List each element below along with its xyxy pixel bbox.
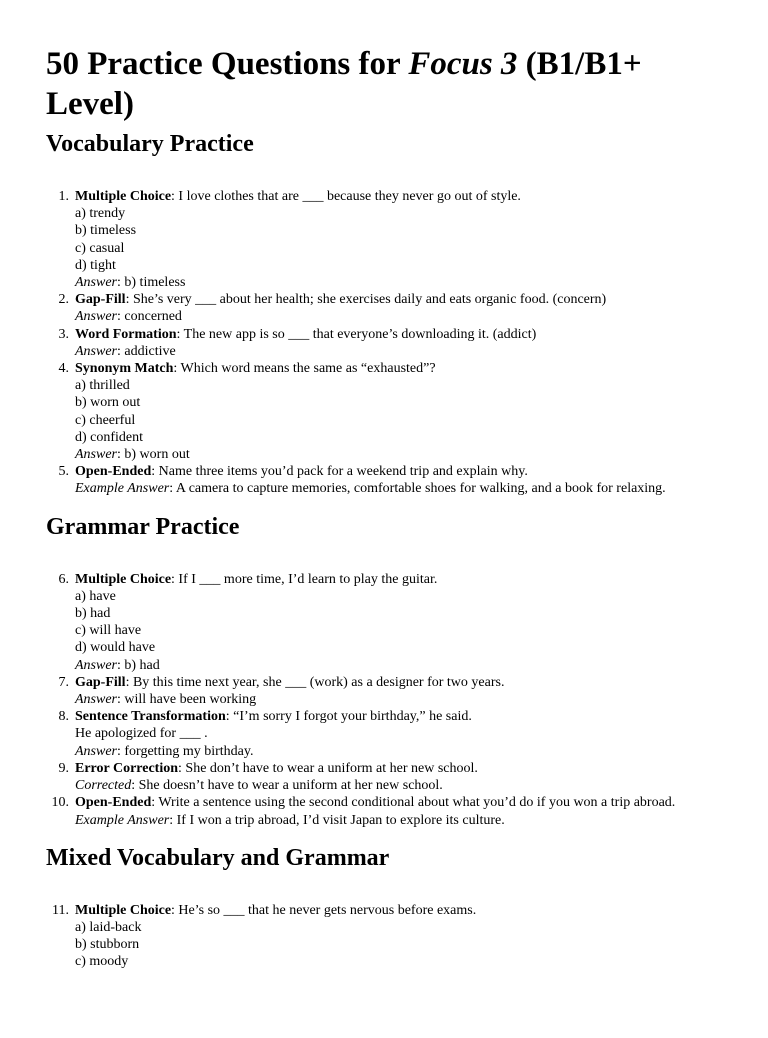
answer-label: Example Answer <box>75 481 170 497</box>
option-line: c) moody <box>75 954 129 970</box>
question-text: : The new app is so ___ that everyone’s downloading it. (addict) <box>176 326 537 342</box>
answer-text: : If I won a trip abroad, I’d visit Japan to explore its culture. <box>169 812 505 828</box>
answer-line <box>75 446 722 463</box>
question-type: Word Formation <box>75 326 177 342</box>
option-line: a) laid-back <box>75 919 142 935</box>
answer-text: : concerned <box>117 309 182 325</box>
book-title: Focus 3 <box>408 46 518 82</box>
question-type: Open-Ended <box>75 464 152 480</box>
question-prompt <box>75 794 722 811</box>
option-line: b) had <box>75 606 111 622</box>
question-prompt <box>75 902 722 919</box>
question-text: : She’s very ___ about her health; she exercises daily and eats organic food. (concern) <box>125 292 607 308</box>
question-number: 10. <box>51 795 69 811</box>
question-number: 3. <box>58 326 69 342</box>
question-item <box>46 463 722 497</box>
option-line: c) casual <box>75 240 125 256</box>
option-line: a) have <box>75 588 116 604</box>
answer-line <box>75 274 722 291</box>
question-number: 4. <box>58 361 69 377</box>
question-prompt <box>75 708 722 725</box>
question-item <box>46 326 722 360</box>
question-text: : He’s so ___ that he never gets nervous before exams. <box>171 902 477 918</box>
answer-line <box>75 777 722 794</box>
question-number: 11. <box>52 902 69 918</box>
question-item <box>46 794 722 828</box>
question-type: Gap-Fill <box>75 674 126 690</box>
question-text: : Name three items you’d pack for a weekend trip and explain why. <box>151 464 528 480</box>
option-line: He apologized for ___ . <box>75 726 208 742</box>
answer-line <box>75 743 722 760</box>
answer-text: : b) timeless <box>117 275 186 291</box>
question-item <box>46 571 722 674</box>
answer-label: Answer <box>75 447 117 463</box>
answer-label: Answer <box>75 343 117 359</box>
question-text: : Which word means the same as “exhausted”? <box>173 361 436 377</box>
question-text: : Write a sentence using the second conditional about what you’d do if you won a trip abroad. <box>151 795 676 811</box>
option-line: a) thrilled <box>75 378 130 394</box>
question-text: : I love clothes that are ___ because they never go out of style. <box>171 189 521 204</box>
option-line: d) confident <box>75 429 144 445</box>
question-item <box>46 674 722 708</box>
answer-label: Answer <box>75 309 117 325</box>
question-item <box>46 760 722 794</box>
question-prompt <box>75 571 722 588</box>
question-item <box>46 291 722 325</box>
question-type: Multiple Choice <box>75 902 172 918</box>
question-prompt <box>75 188 722 205</box>
question-type: Gap-Fill <box>75 292 126 308</box>
answer-text: : b) worn out <box>117 447 190 463</box>
question-text: : “I’m sorry I forgot your birthday,” he said. <box>225 709 472 725</box>
answer-text: : addictive <box>117 343 176 359</box>
answer-line <box>75 691 722 708</box>
question-list <box>46 902 722 971</box>
question-number: 8. <box>58 709 69 725</box>
question-list <box>46 571 722 829</box>
option-line: d) tight <box>75 257 116 273</box>
answer-line <box>75 343 722 360</box>
answer-text: : She doesn’t have to wear a uniform at her new school. <box>131 778 443 794</box>
question-item <box>46 188 722 291</box>
question-prompt <box>75 326 722 343</box>
answer-label: Example Answer <box>75 812 170 828</box>
question-type: Open-Ended <box>75 795 152 811</box>
option-line: c) will have <box>75 623 142 639</box>
option-line: b) timeless <box>75 223 137 239</box>
answer-label: Answer <box>75 275 117 291</box>
document-page <box>0 44 768 971</box>
answer-label: Answer <box>75 743 117 759</box>
option-line: c) cheerful <box>75 412 136 428</box>
section-heading: Grammar Practice <box>46 513 240 540</box>
answer-label: Answer <box>75 692 117 708</box>
option-line: b) worn out <box>75 395 141 411</box>
answer-line <box>75 657 722 674</box>
page-title: 50 Practice Questions for Focus 3 (B1/B1+ Level) <box>46 46 642 122</box>
question-item <box>46 708 722 760</box>
question-type: Sentence Transformation <box>75 709 226 725</box>
question-number: 5. <box>58 464 69 480</box>
question-type: Synonym Match <box>75 361 174 377</box>
section-heading: Vocabulary Practice <box>46 131 254 157</box>
question-number: 6. <box>58 571 69 587</box>
section-heading: Mixed Vocabulary and Grammar <box>46 844 390 871</box>
question-prompt <box>75 760 722 777</box>
question-text: : By this time next year, she ___ (work) as a designer for two years. <box>125 674 505 690</box>
question-type: Multiple Choice <box>75 189 172 204</box>
question-number: 2. <box>58 292 69 308</box>
question-prompt <box>75 674 722 691</box>
question-prompt <box>75 360 722 377</box>
question-item <box>46 360 722 463</box>
answer-text: : forgetting my birthday. <box>117 743 254 759</box>
question-text: : If I ___ more time, I’d learn to play the guitar. <box>171 571 438 587</box>
question-type: Error Correction <box>75 760 179 776</box>
answer-text: : will have been working <box>117 692 257 708</box>
option-line: a) trendy <box>75 206 126 222</box>
question-text: : She don’t have to wear a uniform at her new school. <box>178 760 478 776</box>
question-list <box>46 188 722 498</box>
answer-label: Answer <box>75 657 117 673</box>
question-number: 9. <box>58 760 69 776</box>
answer-text: : A camera to capture memories, comfortable shoes for walking, and a book for relaxing. <box>169 481 666 497</box>
question-type: Multiple Choice <box>75 571 172 587</box>
question-item <box>46 902 722 971</box>
option-line: d) would have <box>75 640 156 656</box>
answer-line <box>75 308 722 325</box>
answer-text: : b) had <box>117 657 160 673</box>
answer-label: Corrected <box>75 778 132 794</box>
question-number: 1. <box>58 189 69 204</box>
question-number: 7. <box>58 674 69 690</box>
question-prompt <box>75 291 722 308</box>
answer-line <box>75 480 722 497</box>
option-line: b) stubborn <box>75 937 140 953</box>
question-prompt <box>75 463 722 480</box>
answer-line <box>75 812 722 829</box>
